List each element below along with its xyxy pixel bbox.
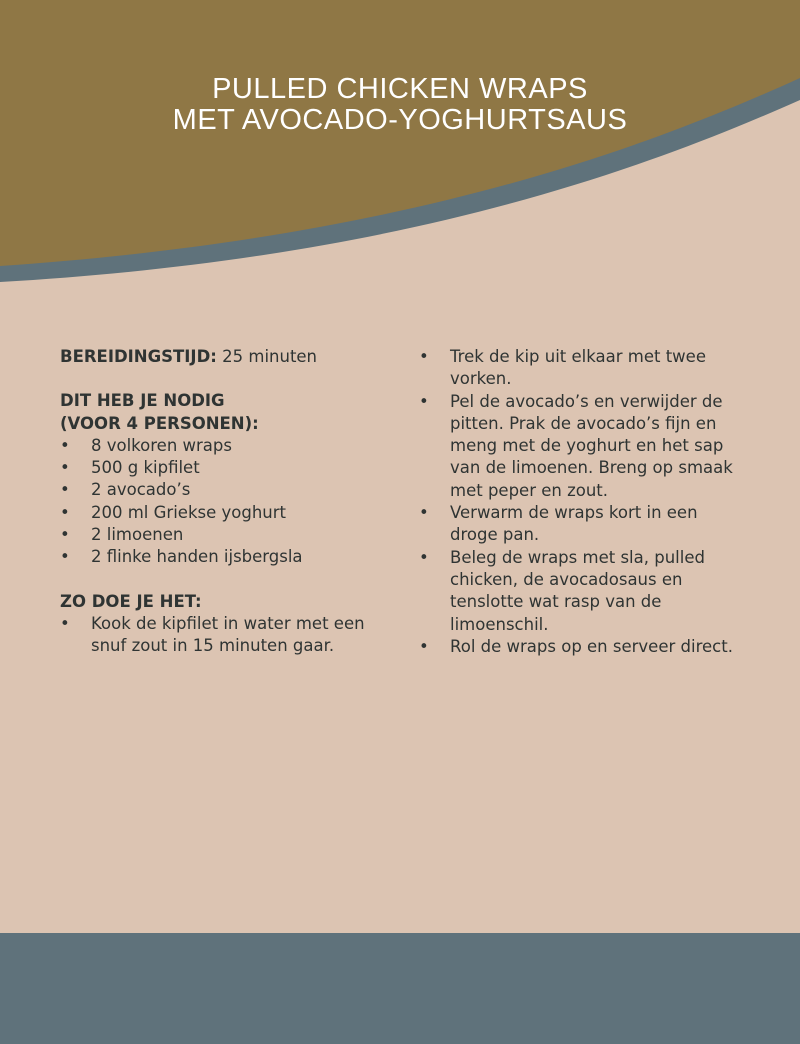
step-item: • Beleg de wraps met sla, pulled chicken, de avocadosaus en tenslotte wat rasp van de limoenschil.: [419, 547, 749, 636]
prep-time-label: BEREIDINGSTIJD:: [60, 347, 217, 366]
footer-band: [0, 933, 800, 1044]
step-item: • Verwarm de wraps kort in een droge pan.: [419, 502, 749, 547]
ingredient-item: • 2 flinke handen ijsbergsla: [60, 546, 370, 568]
steps-list-right: [419, 346, 749, 658]
left-column: [60, 346, 370, 658]
prep-time-value: 25 minuten: [222, 347, 318, 366]
ingredients-heading: [60, 390, 370, 435]
step-item: • Rol de wraps op en serveer direct.: [419, 636, 749, 658]
page-title: [0, 74, 800, 136]
step-item: • Kook de kipfilet in water met een snuf zout in 15 minuten gaar.: [60, 613, 370, 658]
prep-time: [60, 346, 370, 368]
step-item: • Trek de kip uit elkaar met twee vorken.: [419, 346, 749, 391]
ingredient-item: • 2 limoenen: [60, 524, 370, 546]
ingredient-item: • 8 volkoren wraps: [60, 435, 370, 457]
title-line-1: PULLED CHICKEN WRAPS: [212, 73, 588, 105]
ingredient-item: • 2 avocado’s: [60, 479, 370, 501]
ingredients-list: [60, 435, 370, 569]
ingredient-item: • 200 ml Griekse yoghurt: [60, 502, 370, 524]
title-line-2: MET AVOCADO-YOGHURTSAUS: [172, 104, 628, 136]
header-background: [0, 0, 800, 300]
step-item: • Pel de avocado’s en verwijder de pitten. Prak de avocado’s fijn en meng met de yoghurt en het sap van de limoenen. Breng op smaak met peper en zout.: [419, 391, 749, 502]
ingredients-heading-line-2: (VOOR 4 PERSONEN):: [60, 413, 259, 433]
steps-heading: ZO DOE JE HET:: [60, 591, 202, 611]
ingredients-heading-line-1: DIT HEB JE NODIG: [60, 391, 225, 411]
steps-list-left: [60, 613, 370, 658]
right-column: [419, 346, 749, 658]
ingredient-item: • 500 g kipfilet: [60, 457, 370, 479]
